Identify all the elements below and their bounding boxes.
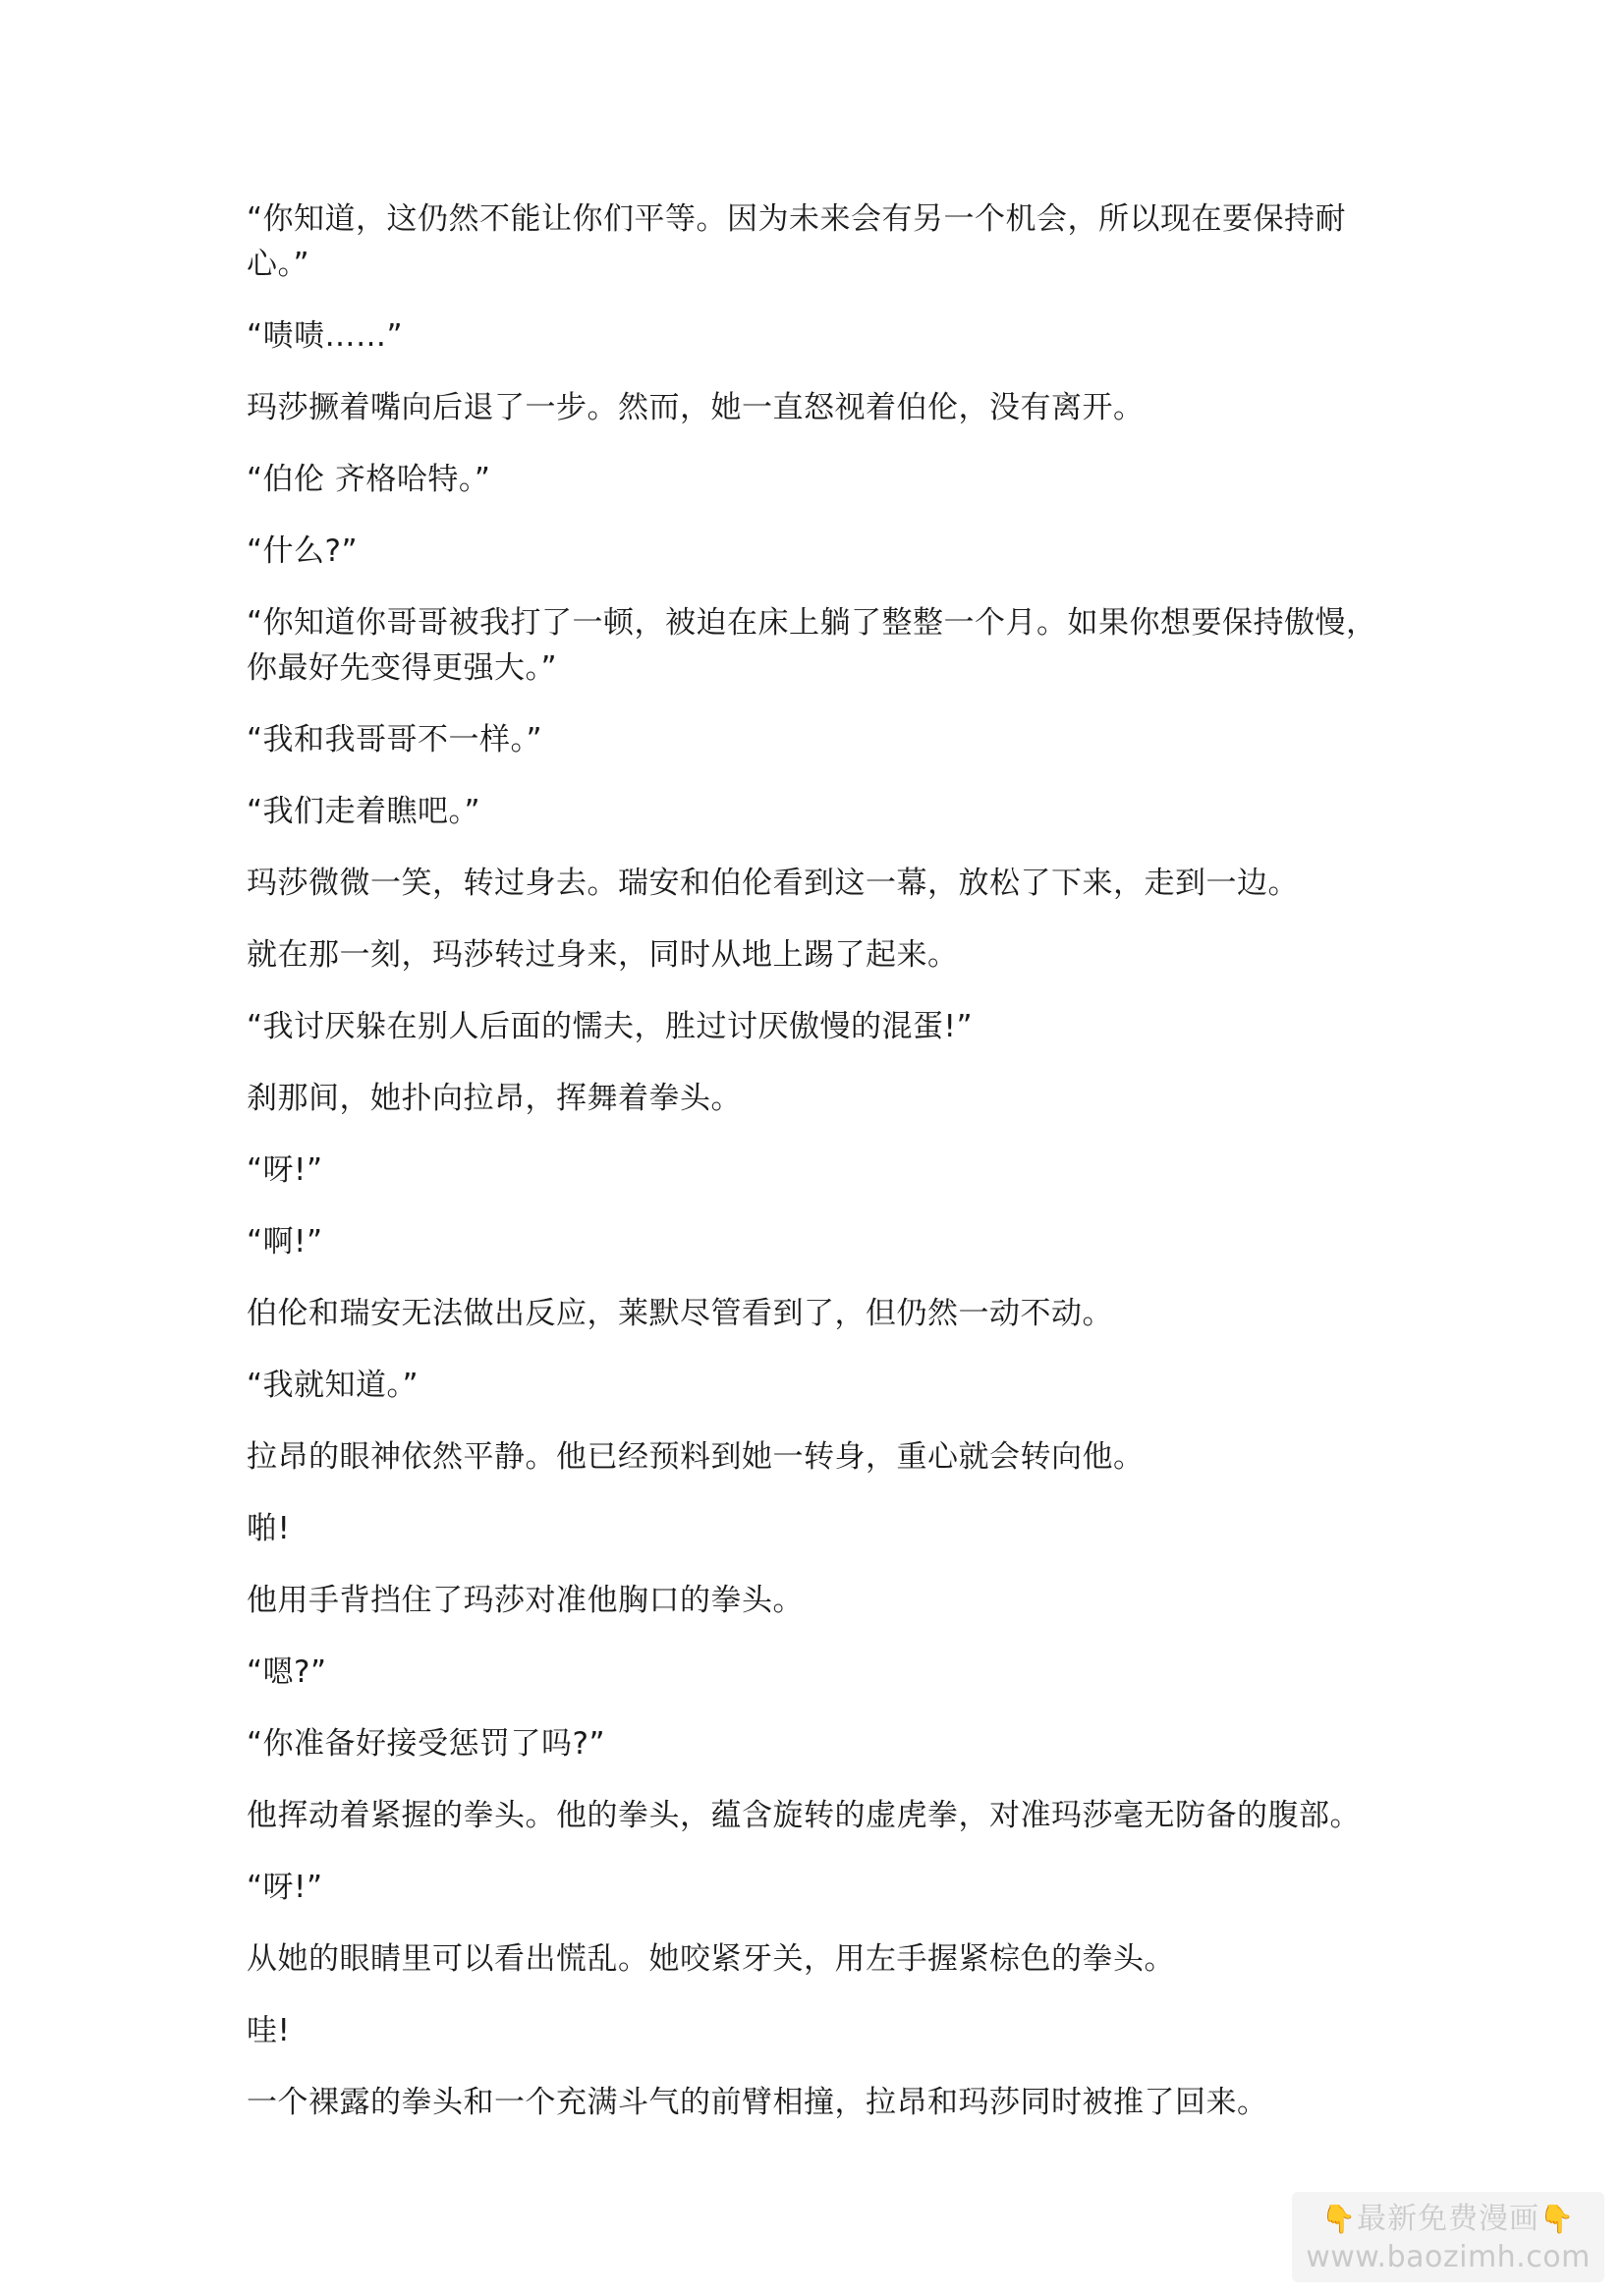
paragraph: 从她的眼睛里可以看出慌乱。她咬紧牙关，用左手握紧棕色的拳头。	[247, 1941, 1175, 1977]
paragraph: “呀!”	[247, 1870, 323, 1905]
paragraph: “呀!”	[247, 1152, 323, 1188]
watermark-title: 最新免费漫画	[1357, 2202, 1540, 2236]
pointing-down-hand-icon: 👇	[1540, 2203, 1575, 2235]
watermark-url[interactable]: www.baozimh.com	[1306, 2240, 1591, 2274]
paragraph: 啪!	[247, 1511, 291, 1546]
paragraph: “啊!”	[247, 1224, 323, 1260]
paragraph: “什么?”	[247, 533, 359, 569]
pointing-down-hand-icon: 👇	[1321, 2203, 1357, 2235]
paragraph: 他挥动着紧握的拳头。他的拳头，蕴含旋转的虚虎拳，对准玛莎毫无防备的腹部。	[247, 1798, 1361, 1833]
paragraph: “我讨厌躲在别人后面的懦夫，胜过讨厌傲慢的混蛋!”	[247, 1009, 974, 1044]
paragraph: “你准备好接受惩罚了吗?”	[247, 1726, 606, 1762]
paragraph: “我和我哥哥不一样。”	[247, 722, 543, 757]
paragraph: 就在那一刻，玛莎转过身来，同时从地上踢了起来。	[247, 937, 959, 973]
document-body	[247, 196, 1386, 2152]
paragraph: 玛莎微微一笑，转过身去。瑞安和伯伦看到这一幕，放松了下来，走到一边。	[247, 866, 1299, 901]
paragraph: “我就知道。”	[247, 1368, 420, 1403]
paragraph: “嗯?”	[247, 1654, 327, 1690]
site-watermark[interactable]	[1292, 2192, 1604, 2282]
paragraph: “你知道，这仍然不能让你们平等。因为未来会有另一个机会，所以现在要保持耐心。”	[247, 201, 1347, 282]
paragraph: 玛莎撅着嘴向后退了一步。然而，她一直怒视着伯伦，没有离开。	[247, 390, 1145, 425]
paragraph: 哇!	[247, 2013, 291, 2048]
watermark-title-row	[1292, 2200, 1604, 2239]
paragraph: “伯伦 齐格哈特。”	[247, 462, 491, 497]
paragraph: 拉昂的眼神依然平静。他已经预料到她一转身，重心就会转向他。	[247, 1439, 1145, 1475]
paragraph: “我们走着瞧吧。”	[247, 794, 481, 829]
paragraph: 伯伦和瑞安无法做出反应，莱默尽管看到了，但仍然一动不动。	[247, 1296, 1113, 1331]
paragraph: 一个裸露的拳头和一个充满斗气的前臂相撞，拉昂和玛莎同时被推了回来。	[247, 2085, 1268, 2120]
paragraph: “啧啧……”	[247, 318, 404, 354]
paragraph: 他用手背挡住了玛莎对准他胸口的拳头。	[247, 1583, 804, 1618]
paragraph: 刹那间，她扑向拉昂，挥舞着拳头。	[247, 1081, 742, 1116]
paragraph: “你知道你哥哥被我打了一顿，被迫在床上躺了整整一个月。如果你想要保持傲慢，你最好先变得更强大。”	[247, 605, 1377, 686]
